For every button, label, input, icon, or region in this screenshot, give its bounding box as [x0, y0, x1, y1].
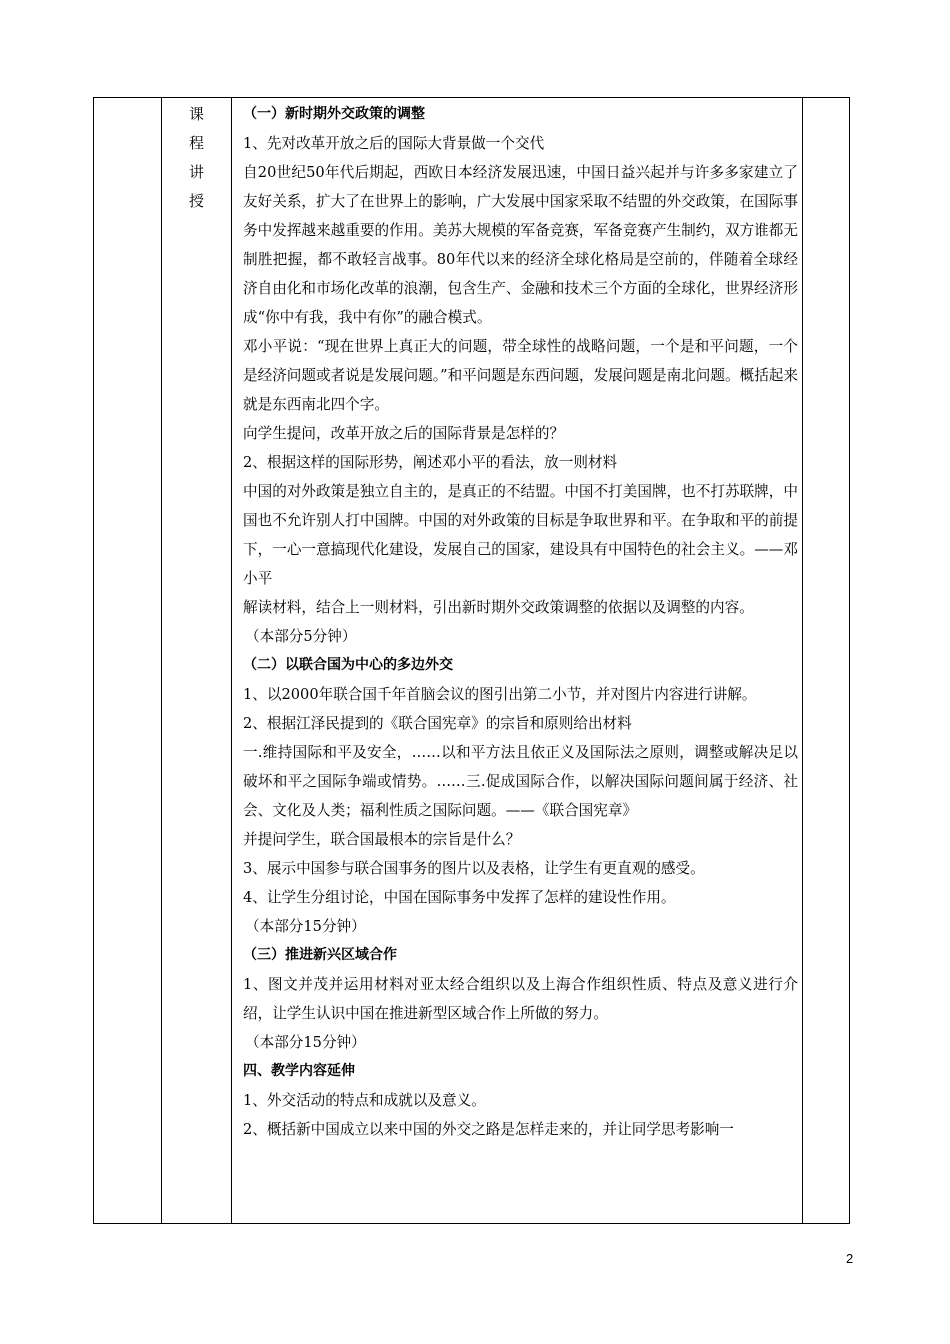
content-paragraph: 邓小平说：“现在世界上真正大的问题，带全球性的战略问题，一个是和平问题，一个是经济问题或者说是发展问题。”和平问题是东西问题，发展问题是南北问题。概括起来就是东西南北四个字。 [243, 338, 798, 413]
section-label-char: 程 [188, 134, 204, 152]
content-paragraph: 1、以2000年联合国千年首脑会议的图引出第二小节，并对图片内容进行讲解。 [243, 686, 757, 703]
section-heading: （一）新时期外交政策的调整 [243, 106, 425, 122]
content-paragraph: 2、根据江泽民提到的《联合国宪章》的宗旨和原则给出材料 [243, 715, 632, 732]
content-paragraph: 解读材料，结合上一则材料，引出新时期外交政策调整的依据以及调整的内容。 [243, 599, 754, 616]
content-paragraph: 向学生提问，改革开放之后的国际背景是怎样的？ [243, 425, 565, 442]
content-paragraph: 4、让学生分组讨论，中国在国际事务中发挥了怎样的建设性作用。 [243, 889, 676, 906]
section-label-char: 讲 [188, 163, 204, 181]
content-paragraph: 1、图文并茂并运用材料对亚太经合组织以及上海合作组织性质、特点及意义进行介绍，让学生认识中国在推进新型区域合作上所做的努力。 [243, 976, 798, 1022]
page-number: 2 [846, 1251, 854, 1266]
content-paragraph: 自20世纪50年代后期起，西欧日本经济发展迅速，中国日益兴起并与许多多家建立了友好关系，扩大了在世界上的影响，广大发展中国家采取不结盟的外交政策，在国际事务中发挥越来越重要的作用。美苏大规模的军备竞赛，军备竞赛产生制约，双方谁都无制胜把握，都不敢轻言战事。80年代以来的经济全球化格局是空前的，伴随着全球经济自由化和市场化改革的浪潮，包含生产、金融和技术三个方面的全球化，世界经济形成“你中有我，我中有你”的融合模式。 [243, 164, 798, 326]
time-note: （本部分15分钟） [245, 1034, 366, 1051]
content-paragraph: 一.维持国际和平及安全，……以和平方法且依正义及国际法之原则，调整或解决足以破坏和平之国际争端或情势。……三.促成国际合作，以解决国际问题间属于经济、社会、文化及人类；福利性质之国际问题。——《联合国宪章》 [243, 744, 798, 819]
time-note: （本部分5分钟） [245, 628, 357, 645]
blank-cell-right [803, 98, 850, 1224]
section-label-char: 授 [188, 192, 204, 210]
content-paragraph: 1、外交活动的特点和成就以及意义。 [243, 1092, 486, 1109]
section-label-cell [162, 98, 232, 1224]
content-paragraph: 3、展示中国参与联合国事务的图片以及表格，让学生有更直观的感受。 [243, 860, 705, 877]
section-label [187, 100, 207, 216]
table-row [94, 98, 850, 1224]
section-heading: （二）以联合国为中心的多边外交 [243, 657, 453, 673]
content-paragraph: 中国的对外政策是独立自主的，是真正的不结盟。中国不打美国牌，也不打苏联牌，中国也不允许别人打中国牌。中国的对外政策的目标是争取世界和平。在争取和平的前提下，一心一意搞现代化建设，发展自己的国家，建设具有中国特色的社会主义。——邓小平 [243, 483, 798, 587]
content-paragraph: 1、先对改革开放之后的国际大背景做一个交代 [243, 135, 545, 152]
section-heading: （三）推进新兴区域合作 [243, 947, 397, 963]
lesson-plan-table [93, 97, 850, 1224]
content-cell [232, 98, 803, 1224]
lesson-content [232, 98, 802, 1144]
section-label-char: 课 [188, 105, 204, 123]
content-paragraph: 并提问学生，联合国最根本的宗旨是什么？ [243, 831, 521, 848]
blank-cell-left [94, 98, 162, 1224]
section-heading: 四、教学内容延伸 [243, 1063, 355, 1079]
content-paragraph: 2、概括新中国成立以来中国的外交之路是怎样走来的，并让同学思考影响一 [243, 1121, 734, 1138]
content-paragraph: 2、根据这样的国际形势，阐述邓小平的看法，放一则材料 [243, 454, 618, 471]
time-note: （本部分15分钟） [245, 918, 366, 935]
